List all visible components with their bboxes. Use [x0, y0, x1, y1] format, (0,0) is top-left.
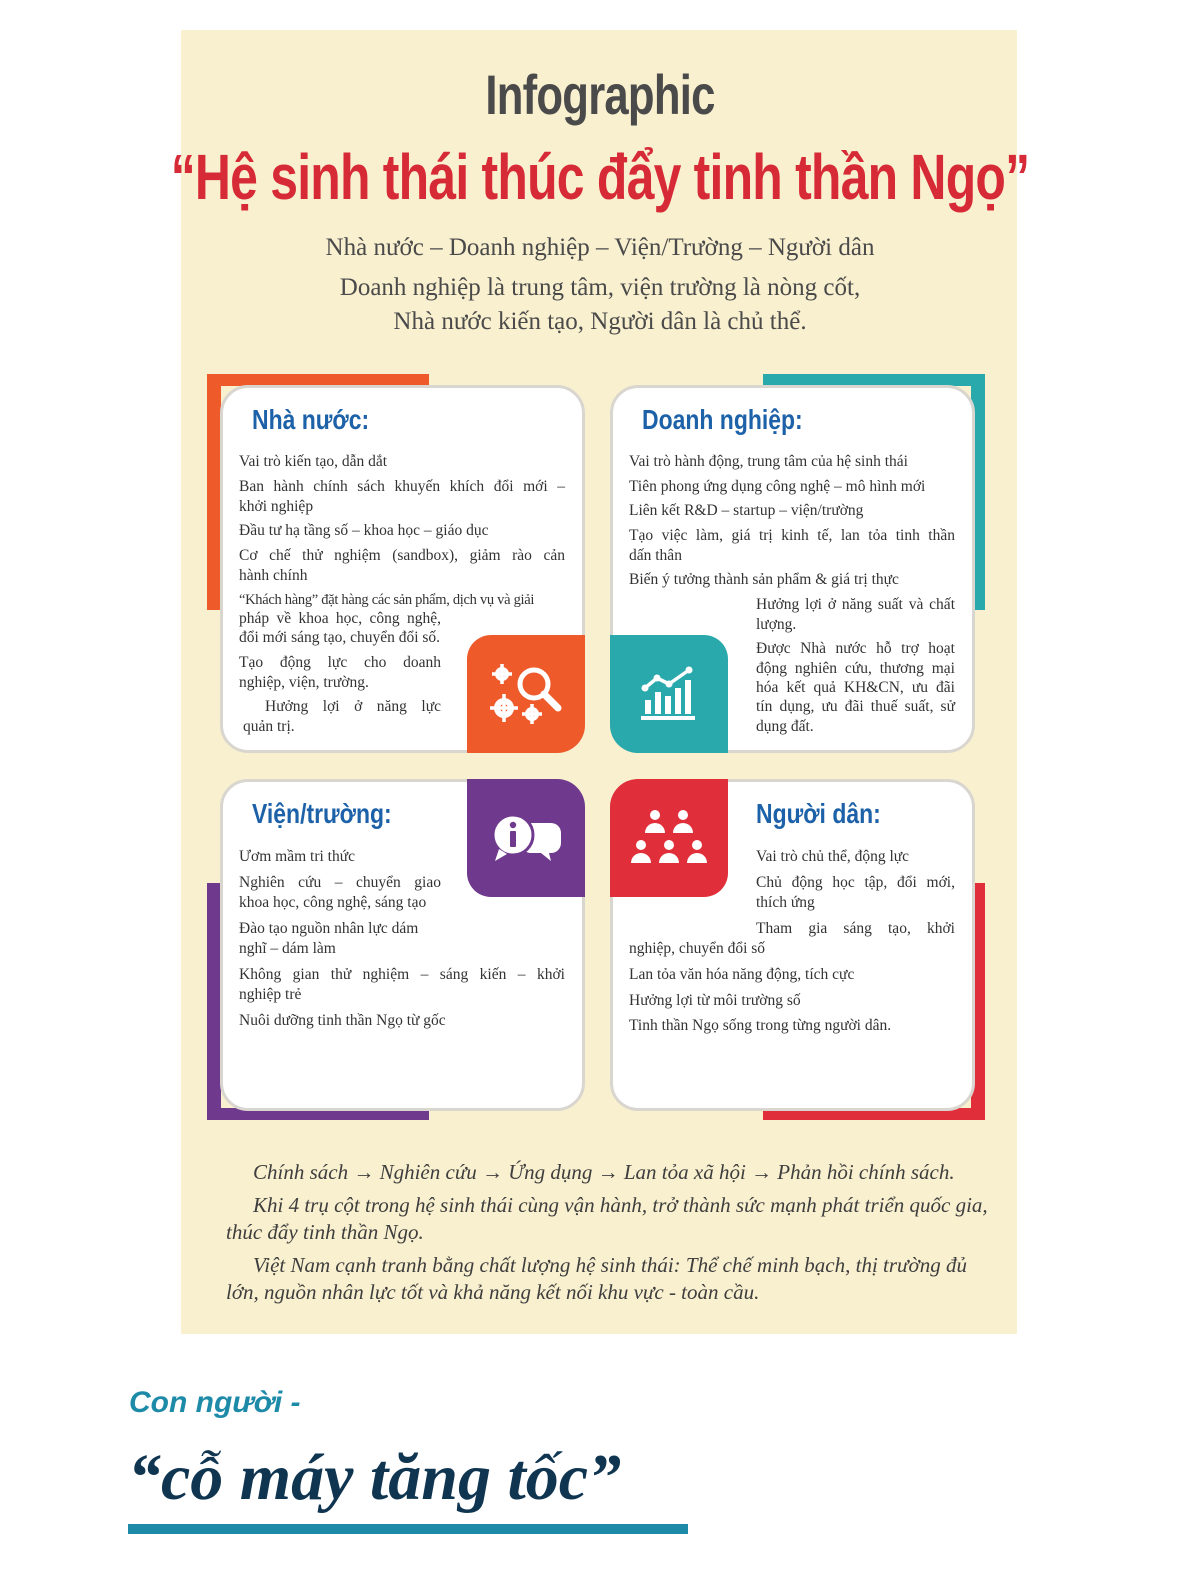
doanh-nghiep-item: Tiên phong ứng dụng công nghệ – mô hình mới — [629, 478, 926, 495]
section-heading-underline — [128, 1524, 688, 1534]
nguoi-dan-item: thích ứng — [756, 894, 815, 911]
nha-nuoc-item: Hưởng lợi ở năng lực — [265, 698, 441, 715]
doanh-nghiep-item: Liên kết R&D – startup – viện/trường — [629, 502, 864, 519]
nguoi-dan-item: Tham gia sáng tạo, khởi — [756, 920, 955, 937]
vien-truong-item: khoa học, công nghệ, sáng tạo — [239, 894, 427, 911]
vien-truong-item: Nuôi dưỡng tinh thần Ngọ từ gốc — [239, 1012, 446, 1029]
people-group-icon — [610, 779, 728, 897]
card-title-doanh-nghiep: Doanh nghiệp: — [642, 404, 803, 435]
card-title-nguoi-dan: Người dân: — [756, 798, 881, 829]
nha-nuoc-item: Vai trò kiến tạo, dẫn dắt — [239, 453, 388, 470]
footer-paragraph-2: Việt Nam cạnh tranh bằng chất lượng hệ sinh thái: Thể chế minh bạch, thị trường đủ — [253, 1253, 967, 1277]
nha-nuoc-item: đổi mới sáng tạo, chuyển đổi số. — [239, 629, 441, 646]
doanh-nghiep-item: hóa kết quả KH&CN, ưu đãi — [756, 679, 955, 696]
nha-nuoc-item: hành chính — [239, 567, 308, 584]
card-title-vien-truong: Viện/trường: — [252, 798, 392, 829]
doanh-nghiep-item: Hưởng lợi ở năng suất và chất — [756, 596, 955, 613]
intro-line-2: Doanh nghiệp là trung tâm, viện trường là nòng cốt, — [339, 274, 861, 301]
nguoi-dan-item: Hưởng lợi từ môi trường số — [629, 992, 801, 1009]
footer-paragraph-1-cont: thúc đẩy tinh thần Ngọ. — [226, 1220, 424, 1244]
accent-bar-left-purple — [207, 883, 221, 1120]
doanh-nghiep-item: động nghiên cứu, thương mại — [756, 660, 955, 677]
nguoi-dan-item: nghiệp, chuyển đổi số — [629, 940, 766, 957]
footer-flow-line: Chính sách → Nghiên cứu → Ứng dụng → Lan tỏa xã hội → Phản hồi chính sách. — [253, 1160, 955, 1184]
doanh-nghiep-item: lượng. — [756, 616, 797, 633]
vien-truong-item: Không gian thử nghiệm – sáng kiến – khởi — [239, 966, 565, 983]
bar-chart-icon — [610, 635, 728, 753]
vien-truong-item: Ươm mầm tri thức — [239, 848, 356, 865]
nha-nuoc-item: “Khách hàng” đặt hàng các sản phẩm, dịch vụ và giải — [239, 592, 535, 608]
card-title-nha-nuoc: Nhà nước: — [252, 404, 370, 435]
section-kicker: Con người - — [129, 1386, 301, 1419]
nha-nuoc-item: Tạo động lực cho doanh — [239, 654, 441, 671]
doanh-nghiep-item: Tạo việc làm, giá trị kinh tế, lan tỏa tinh thần — [629, 527, 955, 544]
nguoi-dan-item: Chủ động học tập, đổi mới, — [756, 874, 955, 891]
vien-truong-item: nghiệp trẻ — [239, 986, 302, 1003]
footer-paragraph-2-cont: lớn, nguồn nhân lực tốt và khả năng kết nối khu vực - toàn cầu. — [226, 1280, 760, 1304]
intro-line-3: Nhà nước kiến tạo, Người dân là chủ thể. — [393, 308, 807, 335]
info-chat-icon — [467, 779, 585, 897]
nha-nuoc-item: quản trị. — [243, 718, 295, 735]
footer-paragraph-1: Khi 4 trụ cột trong hệ sinh thái cùng vận hành, trở thành sức mạnh phát triển quốc gia, — [253, 1193, 988, 1217]
doanh-nghiep-item: dấn thân — [629, 547, 682, 564]
infographic-title: Infographic — [485, 63, 715, 126]
doanh-nghiep-item: Biến ý tưởng thành sản phẩm & giá trị thực — [629, 571, 899, 588]
section-heading: “cỗ máy tăng tốc” — [128, 1441, 622, 1514]
doanh-nghiep-item: Được Nhà nước hỗ trợ hoạt — [756, 640, 955, 657]
nha-nuoc-item: Ban hành chính sách khuyến khích đổi mới – — [239, 478, 565, 495]
nguoi-dan-item: Lan tỏa văn hóa năng động, tích cực — [629, 966, 855, 983]
nha-nuoc-item: Cơ chế thử nghiệm (sandbox), giảm rào cản — [239, 547, 565, 564]
vien-truong-item: Nghiên cứu – chuyển giao — [239, 874, 441, 891]
doanh-nghiep-item: tín dụng, ưu đãi thuế suất, sử — [756, 698, 955, 715]
nha-nuoc-item: Đầu tư hạ tầng số – khoa học – giáo dục — [239, 522, 489, 539]
infographic-subtitle: “Hệ sinh thái thúc đẩy tinh thần Ngọ” — [170, 141, 1030, 213]
nha-nuoc-item: nghiệp, viện, trường. — [239, 674, 369, 691]
vien-truong-item: nghĩ – dám làm — [239, 940, 336, 957]
doanh-nghiep-item: dụng đất. — [756, 718, 814, 735]
nguoi-dan-item: Tinh thần Ngọ sống trong từng người dân. — [629, 1017, 892, 1034]
accent-bar-left-orange — [207, 374, 221, 610]
gears-search-icon — [467, 635, 585, 753]
intro-line-1: Nhà nước – Doanh nghiệp – Viện/Trường – Người dân — [325, 234, 875, 261]
nha-nuoc-item: pháp về khoa học, công nghệ, — [239, 610, 441, 627]
vien-truong-item: Đào tạo nguồn nhân lực dám — [239, 920, 419, 937]
doanh-nghiep-item: Vai trò hành động, trung tâm của hệ sinh thái — [629, 453, 908, 470]
nha-nuoc-item: khởi nghiệp — [239, 498, 314, 515]
nguoi-dan-item: Vai trò chủ thể, động lực — [756, 848, 910, 865]
